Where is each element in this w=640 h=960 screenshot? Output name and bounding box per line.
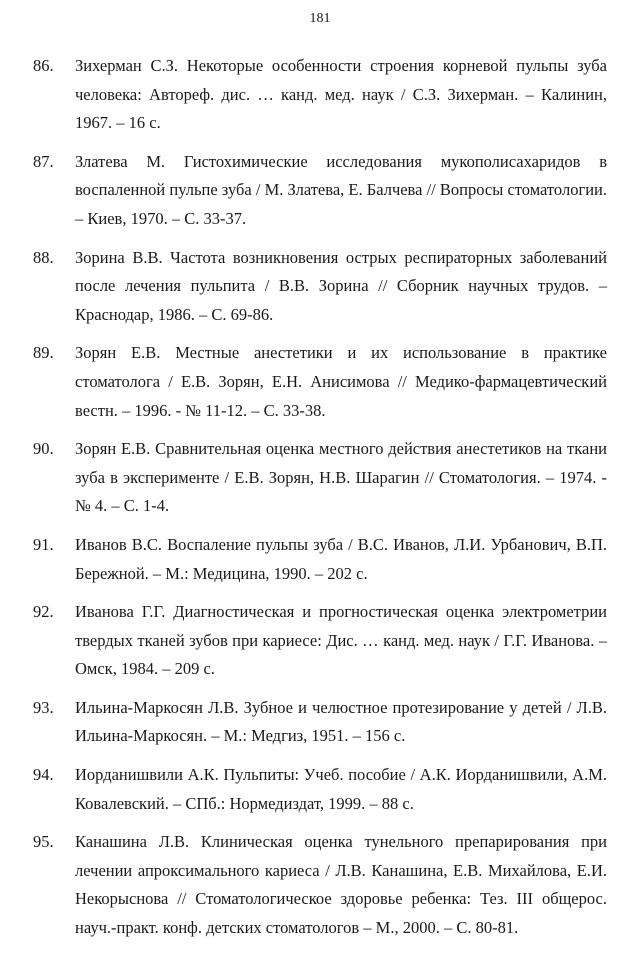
reference-number: 91.	[33, 534, 54, 554]
reference-item-87	[33, 148, 607, 234]
reference-number: 94.	[33, 765, 54, 785]
reference-list	[33, 52, 607, 953]
reference-item-90	[33, 435, 607, 521]
reference-item-86	[33, 52, 607, 138]
reference-number: 87.	[33, 151, 54, 171]
reference-number: 90.	[33, 439, 54, 459]
reference-number: 86.	[33, 56, 54, 75]
reference-text: Зихерман С.З. Некоторые особенности строения корневой пульпы зуба человека: Автореф. дис. … канд. мед. наук / С.З. Зихерман. – Калинин, 1967. – 16 с.	[75, 56, 607, 133]
reference-item-91	[33, 531, 607, 588]
reference-text: Иванова Г.Г. Диагностическая и прогностическая оценка электрометрии твердых тканей зубов при кариесе: Дис. … канд. мед. наук / Г.Г. Иванова. – Омск, 1984. – 209 с.	[75, 602, 607, 679]
reference-item-94	[33, 761, 607, 818]
reference-number: 88.	[33, 247, 54, 267]
reference-text: Зорина В.В. Частота возникновения острых респираторных заболеваний после лечения пульпита / В.В. Зорина // Сборник научных трудов. – Краснодар, 1986. – С. 69-86.	[75, 247, 607, 324]
reference-item-89	[33, 339, 607, 425]
reference-item-95	[33, 828, 607, 942]
reference-number: 93.	[33, 697, 54, 717]
reference-text: Зорян Е.В. Сравнительная оценка местного действия анестетиков на ткани зуба в эксперименте / Е.В. Зорян, Н.В. Шарагин // Стоматология. – 1974. - № 4. – С. 1-4.	[75, 439, 607, 516]
reference-item-88	[33, 244, 607, 330]
reference-number: 92.	[33, 602, 54, 622]
reference-text: Златева М. Гистохимические исследования мукополисахаридов в воспаленной пульпе зуба / М. Златева, Е. Балчева // Вопросы стоматологии. – Киев, 1970. – С. 33-37.	[75, 151, 607, 228]
reference-number: 95.	[33, 832, 54, 852]
reference-text: Ильина-Маркосян Л.В. Зубное и челюстное протезирование у детей / Л.В. Ильина-Маркосян. – М.: Медгиз, 1951. – 156 с.	[75, 697, 607, 746]
reference-text: Иорданишвили А.К. Пульпиты: Учеб. пособие / А.К. Иорданишвили, А.М. Ковалевский. – СПб.: Нормедиздат, 1999. – 88 с.	[75, 765, 607, 813]
reference-text: Зорян Е.В. Местные анестетики и их использование в практике стоматолога / Е.В. Зорян, Е.Н. Анисимова // Медико-фармацевтический вестн. – 1996. - № 11-12. – С. 33-38.	[75, 343, 607, 420]
page-number: 181	[309, 11, 331, 26]
reference-number: 89.	[33, 343, 54, 363]
reference-item-92	[33, 598, 607, 684]
reference-text: Иванов В.С. Воспаление пульпы зуба / В.С. Иванов, Л.И. Урбанович, В.П. Бережной. – М.: Медицина, 1990. – 202 с.	[75, 534, 607, 583]
reference-item-93	[33, 694, 607, 751]
reference-text: Канашина Л.В. Клиническая оценка тунельного препарирования при лечении апроксимального кариеса / Л.В. Канашина, Е.В. Михайлова, Е.И. Некорыснова // Стоматологическое здоровье ребенка: Тез. III общерос. науч.-практ. конф. детских стоматологов – М., 2000. – С. 80-81.	[75, 832, 607, 938]
